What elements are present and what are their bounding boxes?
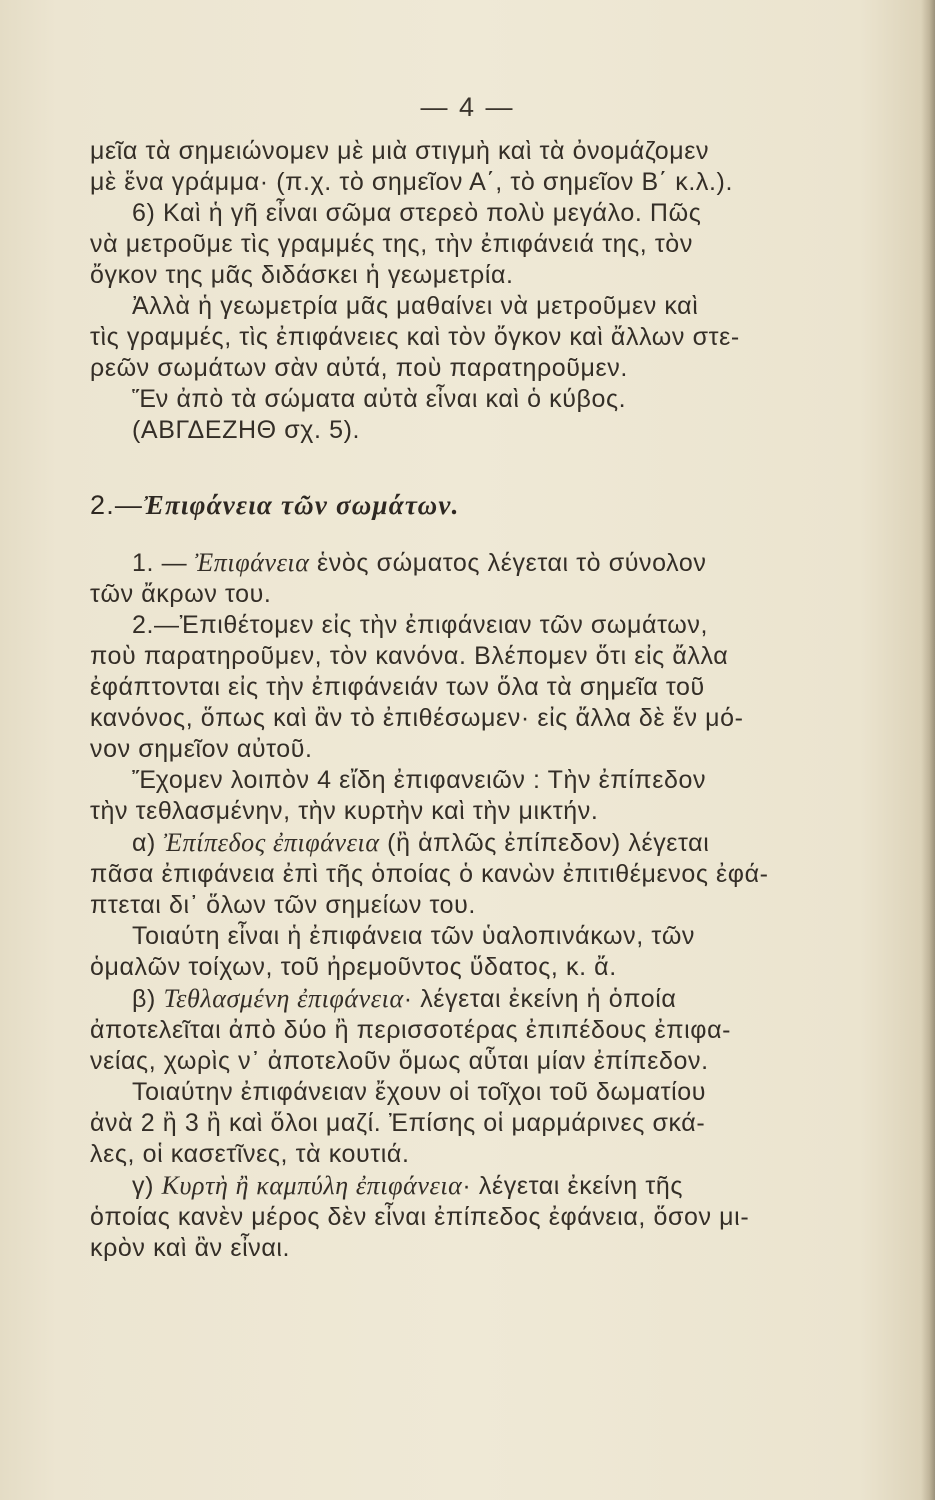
text-run: (ἢ ἁπλῶς ἐπίπεδον) λέγεται [379, 829, 710, 857]
text-line: πᾶσα ἐπιφάνεια ἐπὶ τῆς ὁποίας ὁ κανὼν ἐπιτιθέμενος ἐφά- [90, 860, 769, 888]
text-line: ποὺ παρατηροῦμεν, τὸν κανόνα. Βλέπομεν ὅτι εἰς ἄλλα [90, 642, 729, 670]
text-line [90, 1170, 835, 1202]
text-line: ἀποτελεῖται ἀπὸ δύο ἢ περισσοτέρας ἐπιπέδους ἐπιφα- [90, 1016, 732, 1044]
defined-term: Κυρτὴ ἢ καμπύλη ἐπιφάνεια [161, 1171, 463, 1200]
text-line: 2.—Ἐπιθέτομεν εἰς τὴν ἐπιφάνειαν τῶν σωμάτων, [132, 611, 708, 639]
intro-paragraph-2 [90, 291, 835, 384]
text-line: τῶν ἄκρων του. [90, 580, 272, 608]
text-run: ἑνὸς σώματος λέγεται τὸ σύνολον [309, 549, 707, 577]
item-prefix: β) [132, 985, 164, 1013]
kinds-paragraph [90, 765, 835, 827]
text-line [90, 827, 835, 859]
page-binding-shadow [921, 0, 935, 1500]
section-heading [90, 490, 835, 521]
text-line: τὶς γραμμές, τὶς ἐπιφάνειες καὶ τὸν ὄγκον καὶ ἄλλων στε- [90, 323, 740, 351]
text-line: νείας, χωρὶς ν᾽ ἀποτελοῦν ὅμως αὗται μίαν ἐπίπεδον. [90, 1047, 709, 1075]
text-line: Ἔχομεν λοιπὸν 4 εἴδη ἐπιφανειῶν : Τὴν ἐπίπεδον [132, 766, 707, 794]
text-line: κανόνος, ὅπως καὶ ἂν τὸ ἐπιθέσωμεν· εἰς ἄλλα δὲ ἕν μό- [90, 704, 744, 732]
text-line: 6) Καὶ ἡ γῆ εἶναι σῶμα στερεὸ πολὺ μεγάλο. Πῶς [132, 199, 702, 227]
text-line: Τοιαύτη εἶναι ἡ ἐπιφάνεια τῶν ὑαλοπινάκων, τῶν [132, 922, 696, 950]
item-prefix: γ) [132, 1172, 162, 1200]
text-line: ἐφάπτονται εἰς τὴν ἐπιφάνειάν των ὅλα τὰ σημεῖα τοῦ [90, 673, 705, 701]
plane-surface-paragraph [90, 827, 835, 921]
broken-examples-paragraph [90, 1077, 835, 1170]
text-line: Ἀλλὰ ἡ γεωμετρία μᾶς μαθαίνει νὰ μετροῦμεν καὶ [132, 292, 699, 320]
text-line: νον σημεῖον αὐτοῦ. [90, 735, 313, 763]
defined-term: Ἐπίπεδος ἐπιφάνεια [163, 828, 380, 857]
intro-paragraph-1 [90, 198, 835, 291]
item-prefix: α) [132, 829, 164, 857]
intro-paragraph-0 [90, 136, 835, 198]
text-line: πτεται δι᾽ ὅλων τῶν σημείων του. [90, 891, 476, 919]
text-line: ἀνὰ 2 ἢ 3 ἢ καὶ ὅλοι μαζί. Ἐπίσης οἱ μαρμάρινες σκά- [90, 1109, 706, 1137]
section-title: Ἐπιφάνεια τῶν σωμάτων. [143, 490, 460, 520]
section-number: 2.— [90, 490, 144, 520]
text-line [90, 983, 835, 1015]
text-line [90, 547, 835, 579]
plane-examples-paragraph [90, 921, 835, 983]
broken-surface-paragraph [90, 983, 835, 1077]
text-line: μὲ ἕνα γράμμα· (π.χ. τὸ σημεῖον Α΄, τὸ σημεῖον Β΄ κ.λ.). [90, 168, 734, 196]
text-line: ὁποίας κανὲν μέρος δὲν εἶναι ἐπίπεδος ἐφάνεια, ὅσον μι- [90, 1203, 750, 1231]
text-line: μεῖα τὰ σημειώνομεν μὲ μιὰ στιγμὴ καὶ τὰ ὀνομάζομεν [90, 137, 710, 165]
text-line: Ἕν ἀπὸ τὰ σώματα αὐτὰ εἶναι καὶ ὁ κύβος. [132, 385, 627, 413]
text-line: κρὸν καὶ ἂν εἶναι. [90, 1234, 291, 1262]
definition-paragraph [90, 547, 835, 610]
text-line: ὄγκον της μᾶς διδάσκει ἡ γεωμετρία. [90, 261, 514, 289]
spacer [90, 446, 835, 490]
page-text [90, 136, 835, 1264]
text-line: (ΑΒΓΔΕΖΗΘ σχ. 5). [132, 416, 361, 444]
item-prefix: 1. — [132, 549, 195, 577]
text-line: ὁμαλῶν τοίχων, τοῦ ἠρεμοῦντος ὕδατος, κ. ἄ. [90, 953, 617, 981]
text-run: · λέγεται ἐκείνη τῆς [462, 1172, 683, 1200]
ruler-paragraph [90, 610, 835, 765]
curved-surface-paragraph [90, 1170, 835, 1264]
text-line: νὰ μετροῦμε τὶς γραμμές της, τὴν ἐπιφάνειά της, τὸν [90, 230, 693, 258]
text-line: Τοιαύτην ἐπιφάνειαν ἔχουν οἱ τοῖχοι τοῦ δωματίου [132, 1078, 707, 1106]
spacer [90, 521, 835, 547]
text-line: ρεῶν σωμάτων σὰν αὐτά, ποὺ παρατηροῦμεν. [90, 354, 628, 382]
defined-term: Τεθλασμένη ἐπιφάνεια [163, 984, 404, 1013]
text-line: τὴν τεθλασμένην, τὴν κυρτὴν καὶ τὴν μικτήν. [90, 797, 599, 825]
defined-term: Ἐπιφάνεια [194, 548, 310, 577]
text-line: λες, οἱ κασετῖνες, τὰ κουτιά. [90, 1140, 410, 1168]
text-run: · λέγεται ἐκείνη ἡ ὁποία [403, 985, 677, 1013]
page-number: — 4 — [420, 92, 515, 122]
intro-paragraph-3 [90, 384, 835, 446]
